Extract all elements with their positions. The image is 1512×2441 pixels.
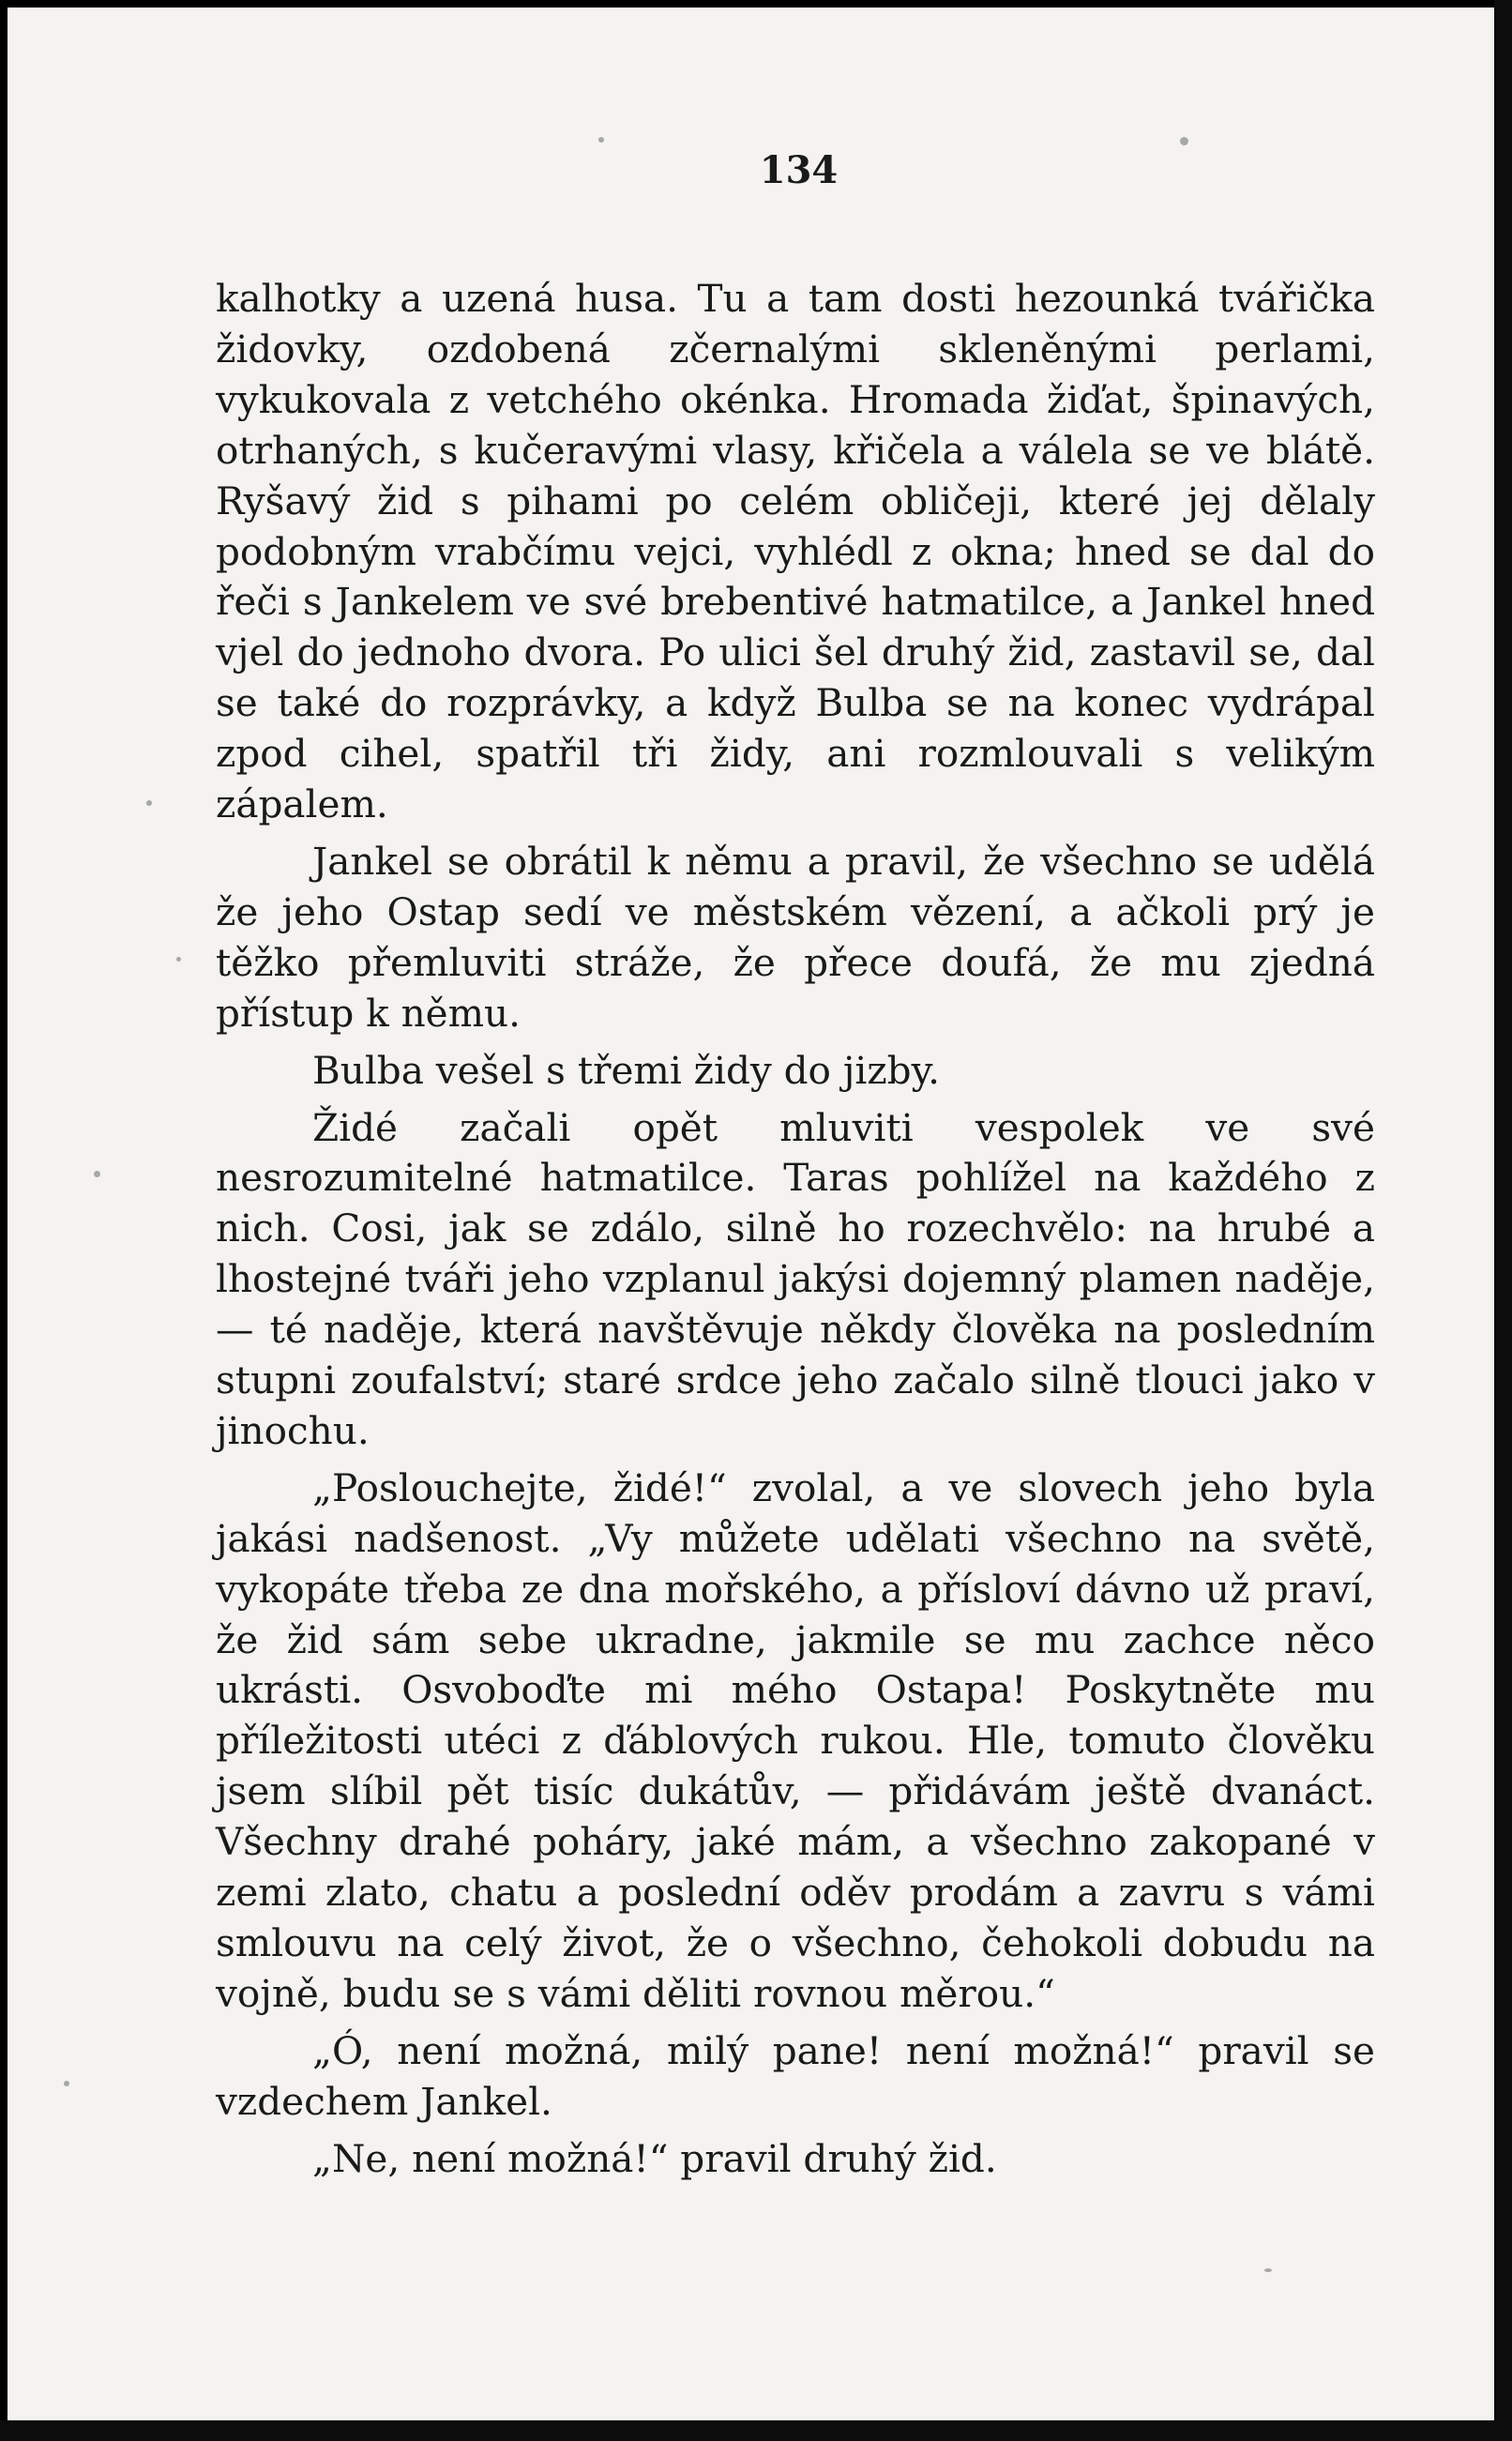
paragraph-jankel-turned: Jankel se obrátil k němu a pravil, že všechno se udělá že jeho Ostap sedí ve městském vězení, a ačkoli prý je těžko přemluviti stráže, že přece doufá, že mu zjedná přístup k němu. [216,838,1375,1036]
paragraph-second-jew: „Ne, není možná!“ pravil druhý žid. [312,2135,997,2181]
paragraph-listen-jews: „Poslouchejte, židé!“ zvolal, a ve slovech jeho byla jakási nadšenost. „Vy můžete udělati všechno na světě, vykopáte třeba ze dna mořského, a přísloví dávno už praví, že žid sám sebe ukradne, jakmile se mu zachce něco ukrásti. Osvoboďte mi mého Ostapa! Poskytněte mu příležitosti utéci z ďáblových rukou. Hle, tomuto člověku jsem slíbil pět tisíc dukátův, — přidávám ještě dvanáct. Všechny drahé poháry, jaké mám, a všechno zakopané v zemi zlato, chatu a poslední oděv prodám a zavru s vámi smlouvu na celý život, že o všechno, čehokoli dobudu na vojně, budu se s vámi děliti rovnou měrou.“ [216,1464,1375,2016]
scan-edge-bottom [0,2420,1512,2441]
page-number: 134 [759,148,839,192]
scan-speck [598,137,604,143]
scan-speck [1180,137,1188,145]
paragraph-continuation: kalhotky a uzená husa. Tu a tam dosti hezounká tvářička židovky, ozdobená zčernalými skleněnými perlami, vykukovala z vetchého okénka. Hromada žiďat, špinavých, otrhaných, s kučeravými vlasy, křičela a válela se ve blátě. Ryšavý žid s pihami po celém obličeji, které jej dělaly podobným vrabčímu vejci, vyhlédl z okna; hned se dal do řeči s Jankelem ve své brebentivé hatmatilce, a Jankel hned vjel do jednoho dvora. Po ulici šel druhý žid, zastavil se, dal se také do rozprávky, a když Bulba se na konec vydrápal zpod cihel, spatřil tři židy, ani rozmlouvali s velikým zápalem. [216,276,1375,827]
book-page [8,8,1494,2428]
paragraph-jews-spoke: Židé začali opět mluviti vespolek ve své nesrozumitelné hatmatilce. Taras pohlížel na každého z nich. Cosi, jak se zdálo, silně ho rozechvělo: na hrubé a lhostejné tváři jeho vzplanul jakýsi dojemný plamen naděje, — té naděje, která navštěvuje někdy člověka na posledním stupni zoufalství; staré srdce jeho začalo silně tlouci jako v jinochu. [216,1104,1375,1453]
paragraph-bulba-entered: Bulba vešel s třemi židy do jizby. [312,1047,940,1093]
scan-speck [1264,2268,1272,2272]
scan-speck [146,800,152,806]
body-text [216,274,1375,2191]
scan-speck [64,2081,69,2086]
scan-edge-right [1494,0,1512,2441]
scan-speck [176,957,181,962]
scan-speck [94,1171,100,1177]
paragraph-not-possible: „Ó, není možná, milý pane! není možná!“ pravil se vzdechem Jankel. [216,2027,1375,2124]
